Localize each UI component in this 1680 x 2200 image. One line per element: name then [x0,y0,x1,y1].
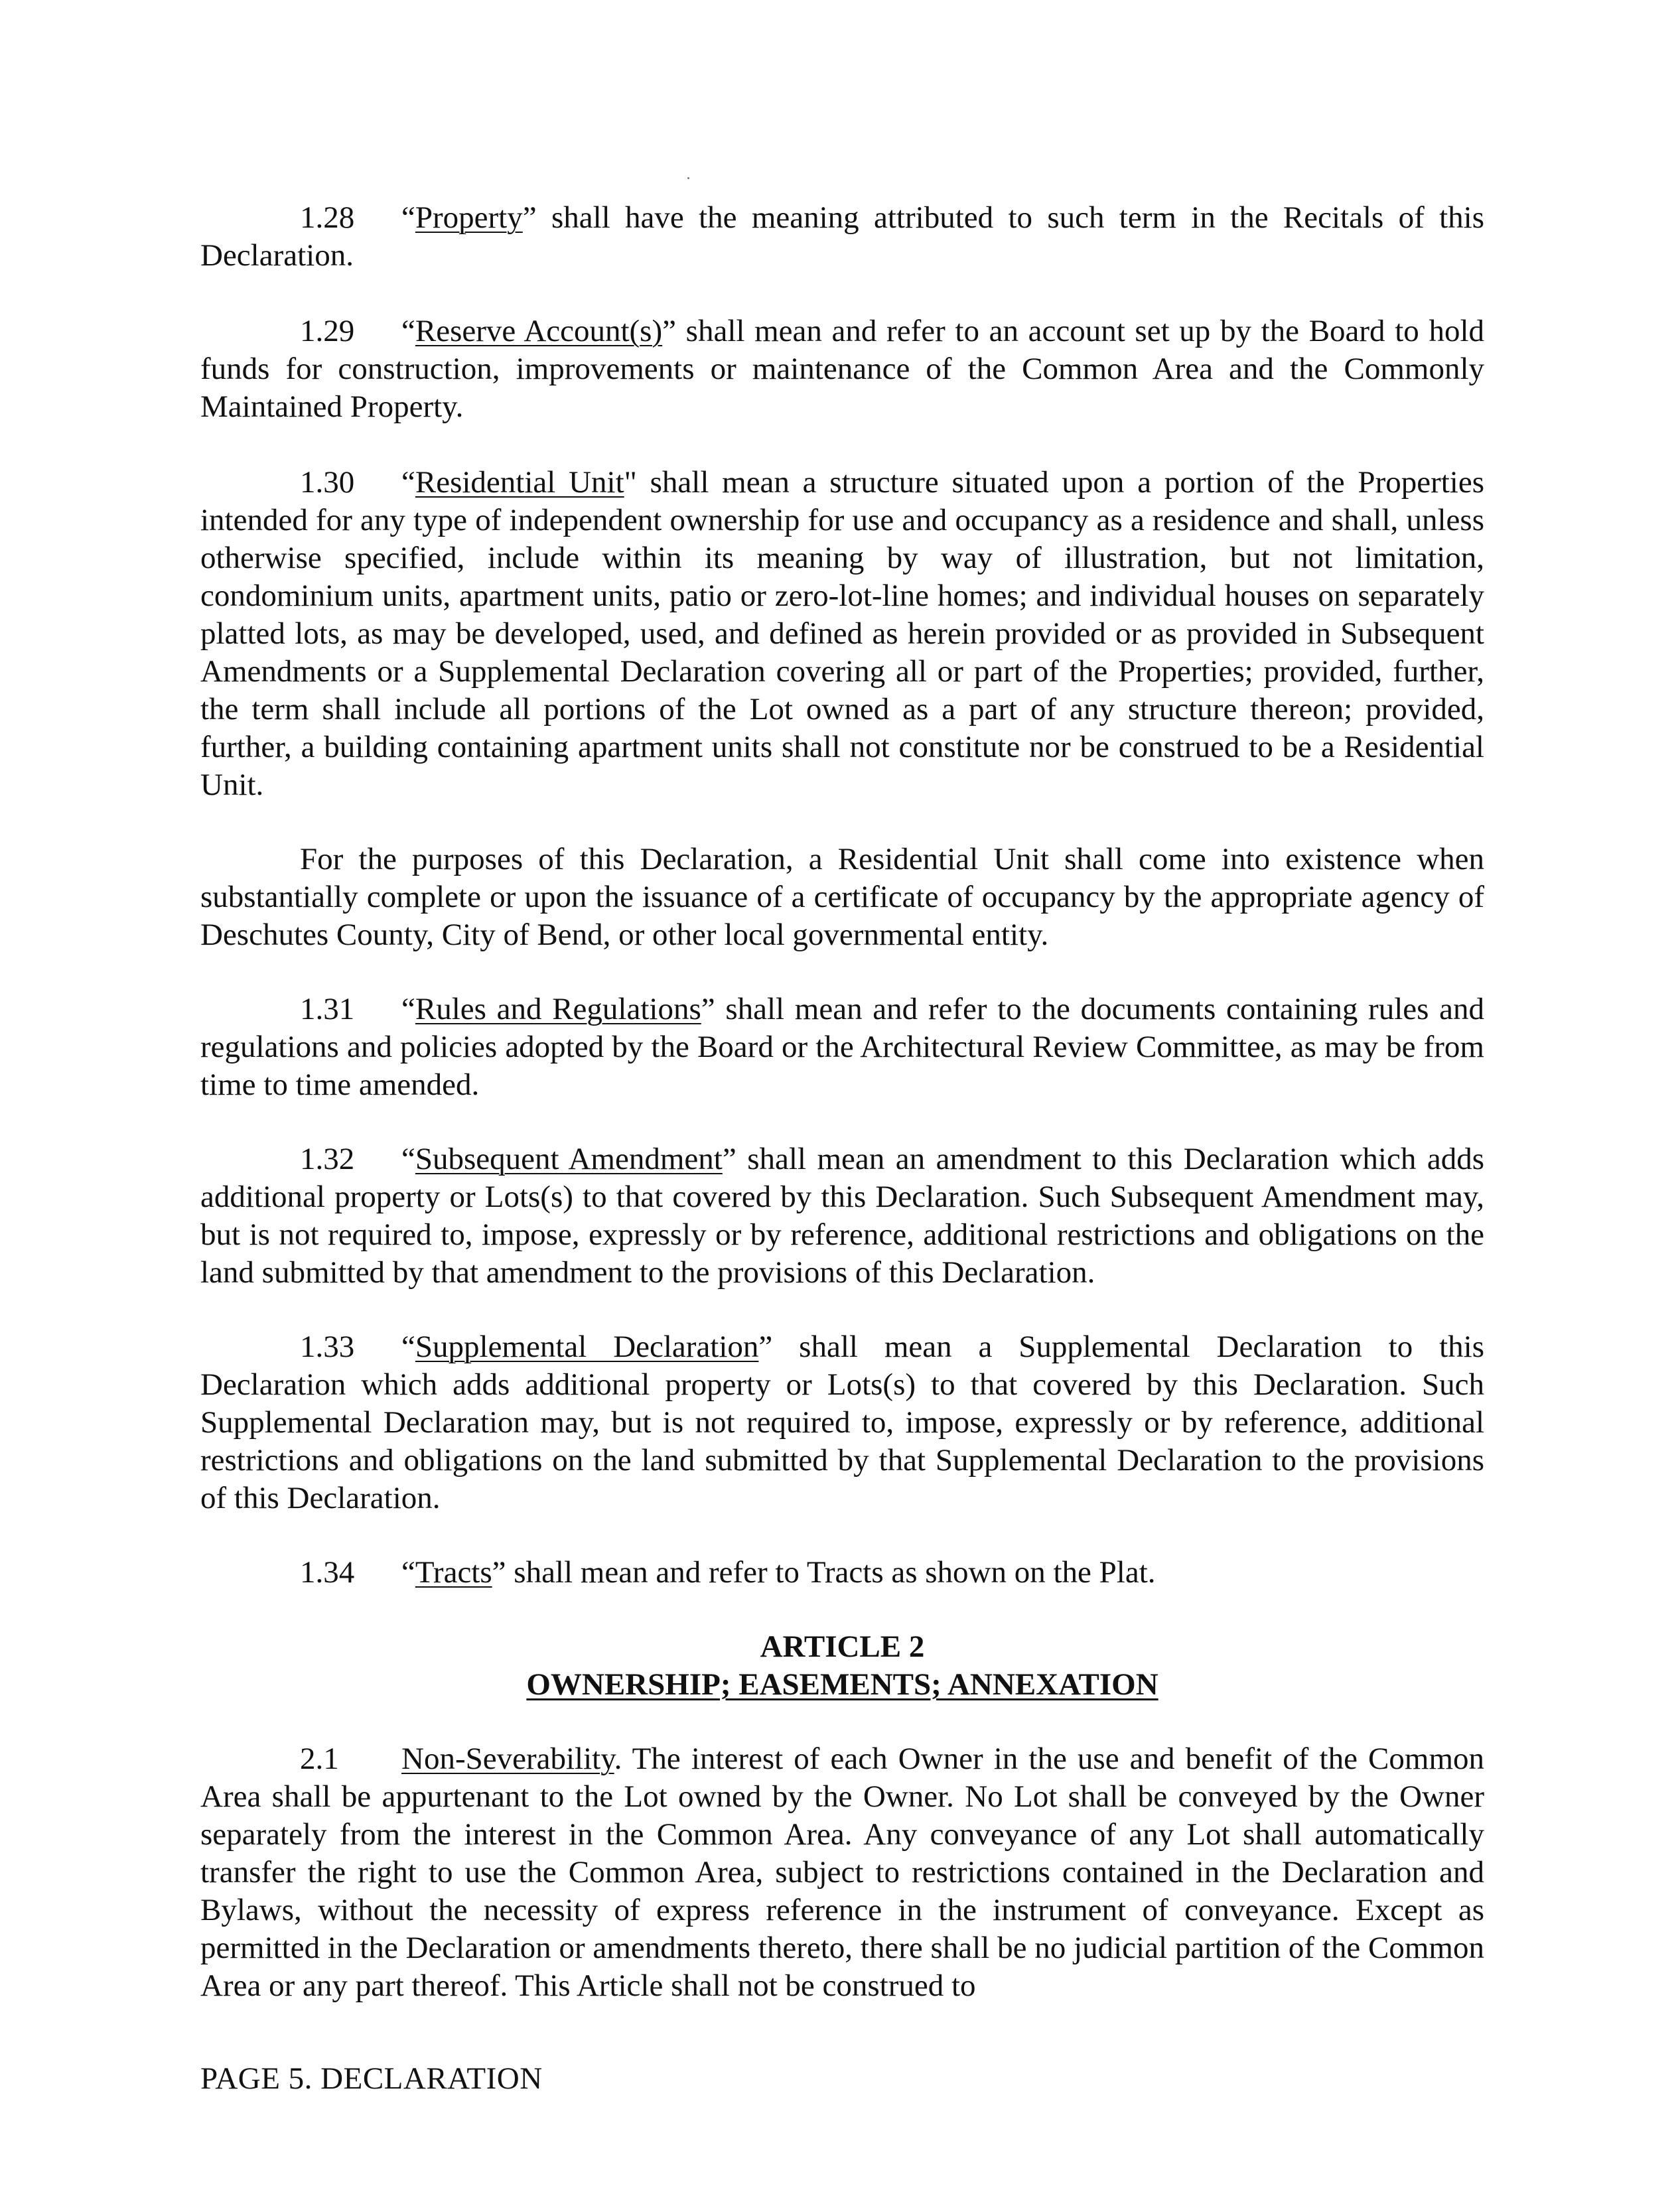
section-number: 1.34 [300,1555,355,1590]
definition-text: shall mean and refer to the documents containing rules and regulations and policies adopted by the Board or the Architectural Review Committee, as may be from time to time amended. [200,992,1484,1102]
close-quote: ” [522,200,537,235]
open-quote: “ [401,992,415,1026]
definition-text: shall mean a Supplemental Declaration to this Declaration which adds additional property or Lots(s) to that covered by this Declaration. Such Supplemental Declaration may, but is not required to, impose, expressly or by reference, additional restrictions and obligations on the land submitted by that Supplemental Declaration to the provisions of this Declaration. [200,1330,1484,1515]
open-quote: “ [401,1330,415,1364]
definition-1-32 [200,1140,1484,1292]
section-number: 1.32 [300,1142,355,1176]
definition-text: shall mean an amendment to this Declaration which adds additional property or Lots(s) to that covered by this Declaration. Such Subsequent Amendment may, but is not required to, impose, expressly or by reference, additional restrictions and obligations on the land submitted by that amendment to the provisions of this Declaration. [200,1142,1484,1290]
defined-term-supplemental-declaration: Supplemental Declaration [415,1330,759,1364]
page-footer: PAGE 5. DECLARATION [200,2061,543,2096]
close-quote: " [624,465,637,500]
defined-term-residential-unit: Residential Unit [415,465,624,500]
defined-term-reserve-accounts: Reserve Account(s) [415,314,663,348]
open-quote: “ [401,200,415,235]
definition-1-29 [200,312,1484,426]
section-number: 1.33 [300,1330,355,1364]
defined-term-tracts: Tracts [415,1555,492,1590]
defined-term-subsequent-amendment: Subsequent Amendment [415,1142,723,1176]
definition-text: shall mean and refer to an account set up by the Board to hold funds for construction, improvements or maintenance of the Common Area and the Commonly Maintained Property. [200,314,1484,424]
definition-1-28 [200,199,1484,275]
section-title-non-severability: Non-Severability [401,1742,614,1776]
article-title: OWNERSHIP; EASEMENTS; ANNEXATION [526,1667,1158,1702]
definition-1-33 [200,1328,1484,1517]
open-quote: “ [401,1555,415,1590]
defined-term-rules-and-regulations: Rules and Regulations [415,992,701,1026]
section-text: . The interest of each Owner in the use and benefit of the Common Area shall be appurtenant to the Lot owned by the Owner. No Lot shall be conveyed by the Owner separately from the interest in the Common Area. Any conveyance of any Lot shall automatically transfer the right to use the Common Area, subject to restrictions contained in the Declaration and Bylaws, without the necessity of express reference in the instrument of conveyance. Except as permitted in the Declaration or amendments thereto, there shall be no judicial partition of the Common Area or any part thereof. This Article shall not be construed to [200,1742,1484,2003]
open-quote: “ [401,1142,415,1176]
definition-text: shall mean and refer to Tracts as shown on the Plat. [506,1555,1156,1590]
section-2-1 [200,1740,1484,2005]
definition-text: shall mean a structure situated upon a portion of the Properties intended for any type of independent ownership for use and occupancy as a residence and shall, unless otherwise specified, include within its meaning by way of illustration, but not limitation, condominium units, apartment units, patio or zero-lot-line homes; and individual houses on separately platted lots, as may be developed, used, and defined as herein provided or as provided in Subsequent Amendments or a Supplemental Declaration covering all or part of the Properties; provided, further, the term shall include all portions of the Lot owned as a part of any structure thereon; provided, further, a building containing apartment units shall not constitute nor be construed to be a Residential Unit. [200,465,1485,802]
section-number: 1.30 [300,465,355,500]
document-body [200,199,1484,2005]
close-quote: ” [701,992,715,1026]
article-heading [200,1628,1484,1704]
residential-unit-note: For the purposes of this Declaration, a Residential Unit shall come into existence when substantially complete or upon the issuance of a certificate of occupancy by the appropriate agency of Deschutes County, City of Bend, or other local governmental entity. [200,842,1484,952]
definition-1-34 [200,1554,1484,1592]
close-quote: ” [758,1330,773,1364]
section-number: 1.29 [300,314,355,348]
definition-1-31 [200,991,1484,1104]
close-quote: ” [492,1555,506,1590]
section-number: 2.1 [300,1742,339,1776]
definition-text: shall have the meaning attributed to such term in the Recitals of this Declaration. [200,200,1484,273]
article-number: ARTICLE 2 [760,1629,925,1664]
section-number: 1.31 [300,992,355,1026]
open-quote: “ [401,465,415,500]
section-number: 1.28 [300,200,355,235]
close-quote: ” [662,314,677,348]
open-quote: “ [401,314,415,348]
close-quote: ” [722,1142,736,1176]
scan-speck [687,177,689,179]
definition-1-30 [200,464,1484,804]
defined-term-property: Property [415,200,523,235]
